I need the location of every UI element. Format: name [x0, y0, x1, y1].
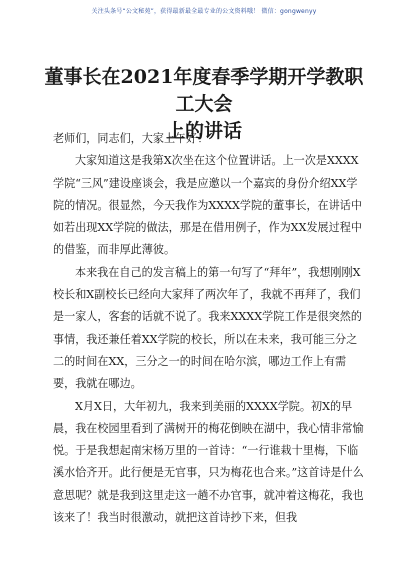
body-paragraph-1: 大家知道这是我第X次坐在这个位置讲话。上一次是XXXX学院“三风”建设座谈会，我是应邀以一个嘉宾的身份介绍XX学院的情况。很显然，今天我作为XXXX学院的董事长，在讲话中如若出现XX学院的做法，那是在借用例子，作为XX发展过程中的借鉴，而非厚此薄彼。	[53, 154, 362, 257]
body-paragraph-2: 本来我在自己的发言稿上的第一句写了“拜年”，我想刚刚X校长和X副校长已经向大家拜了两次年了，我就不再拜了，我们是一家人，客套的话就不说了。我来XXXX学院工作是很突然的事情，我还兼任着XX学院的校长，所以在未来，我可能三分之二的时间在XX，三分之一的时间在哈尔滨，哪边工作上有需要，我就在哪边。	[53, 265, 362, 391]
title-line-2: 上的讲话	[165, 120, 242, 142]
body-paragraph-3: X月X日，大年初九，我来到美丽的XXXX学院。初X的早晨，我在校园里看到了满树开的梅花倒映在湖中，我心情非常愉悦。于是我想起南宋杨万里的一首诗：“一行谁栽十里梅，下临溪水恰齐开。此行便是无官事，只为梅花也合来。”这首诗是什么意思呢？就是我到这里走这一趟不办官事，就冲着这梅花，我也该来了！我当时很激动，就把这首诗抄下来，但我	[53, 399, 364, 525]
document-body	[53, 128, 365, 529]
title-line-1: 董事长在2021年度春季学期开学教职工大会	[44, 66, 364, 115]
greeting-paragraph: 老师们，同志们，大家上午好！	[53, 132, 209, 145]
header-note: 关注头条号“公文秘苑”，获得最新最全最专业的公文资料哦！ 微信：gongwenyy	[91, 8, 317, 15]
